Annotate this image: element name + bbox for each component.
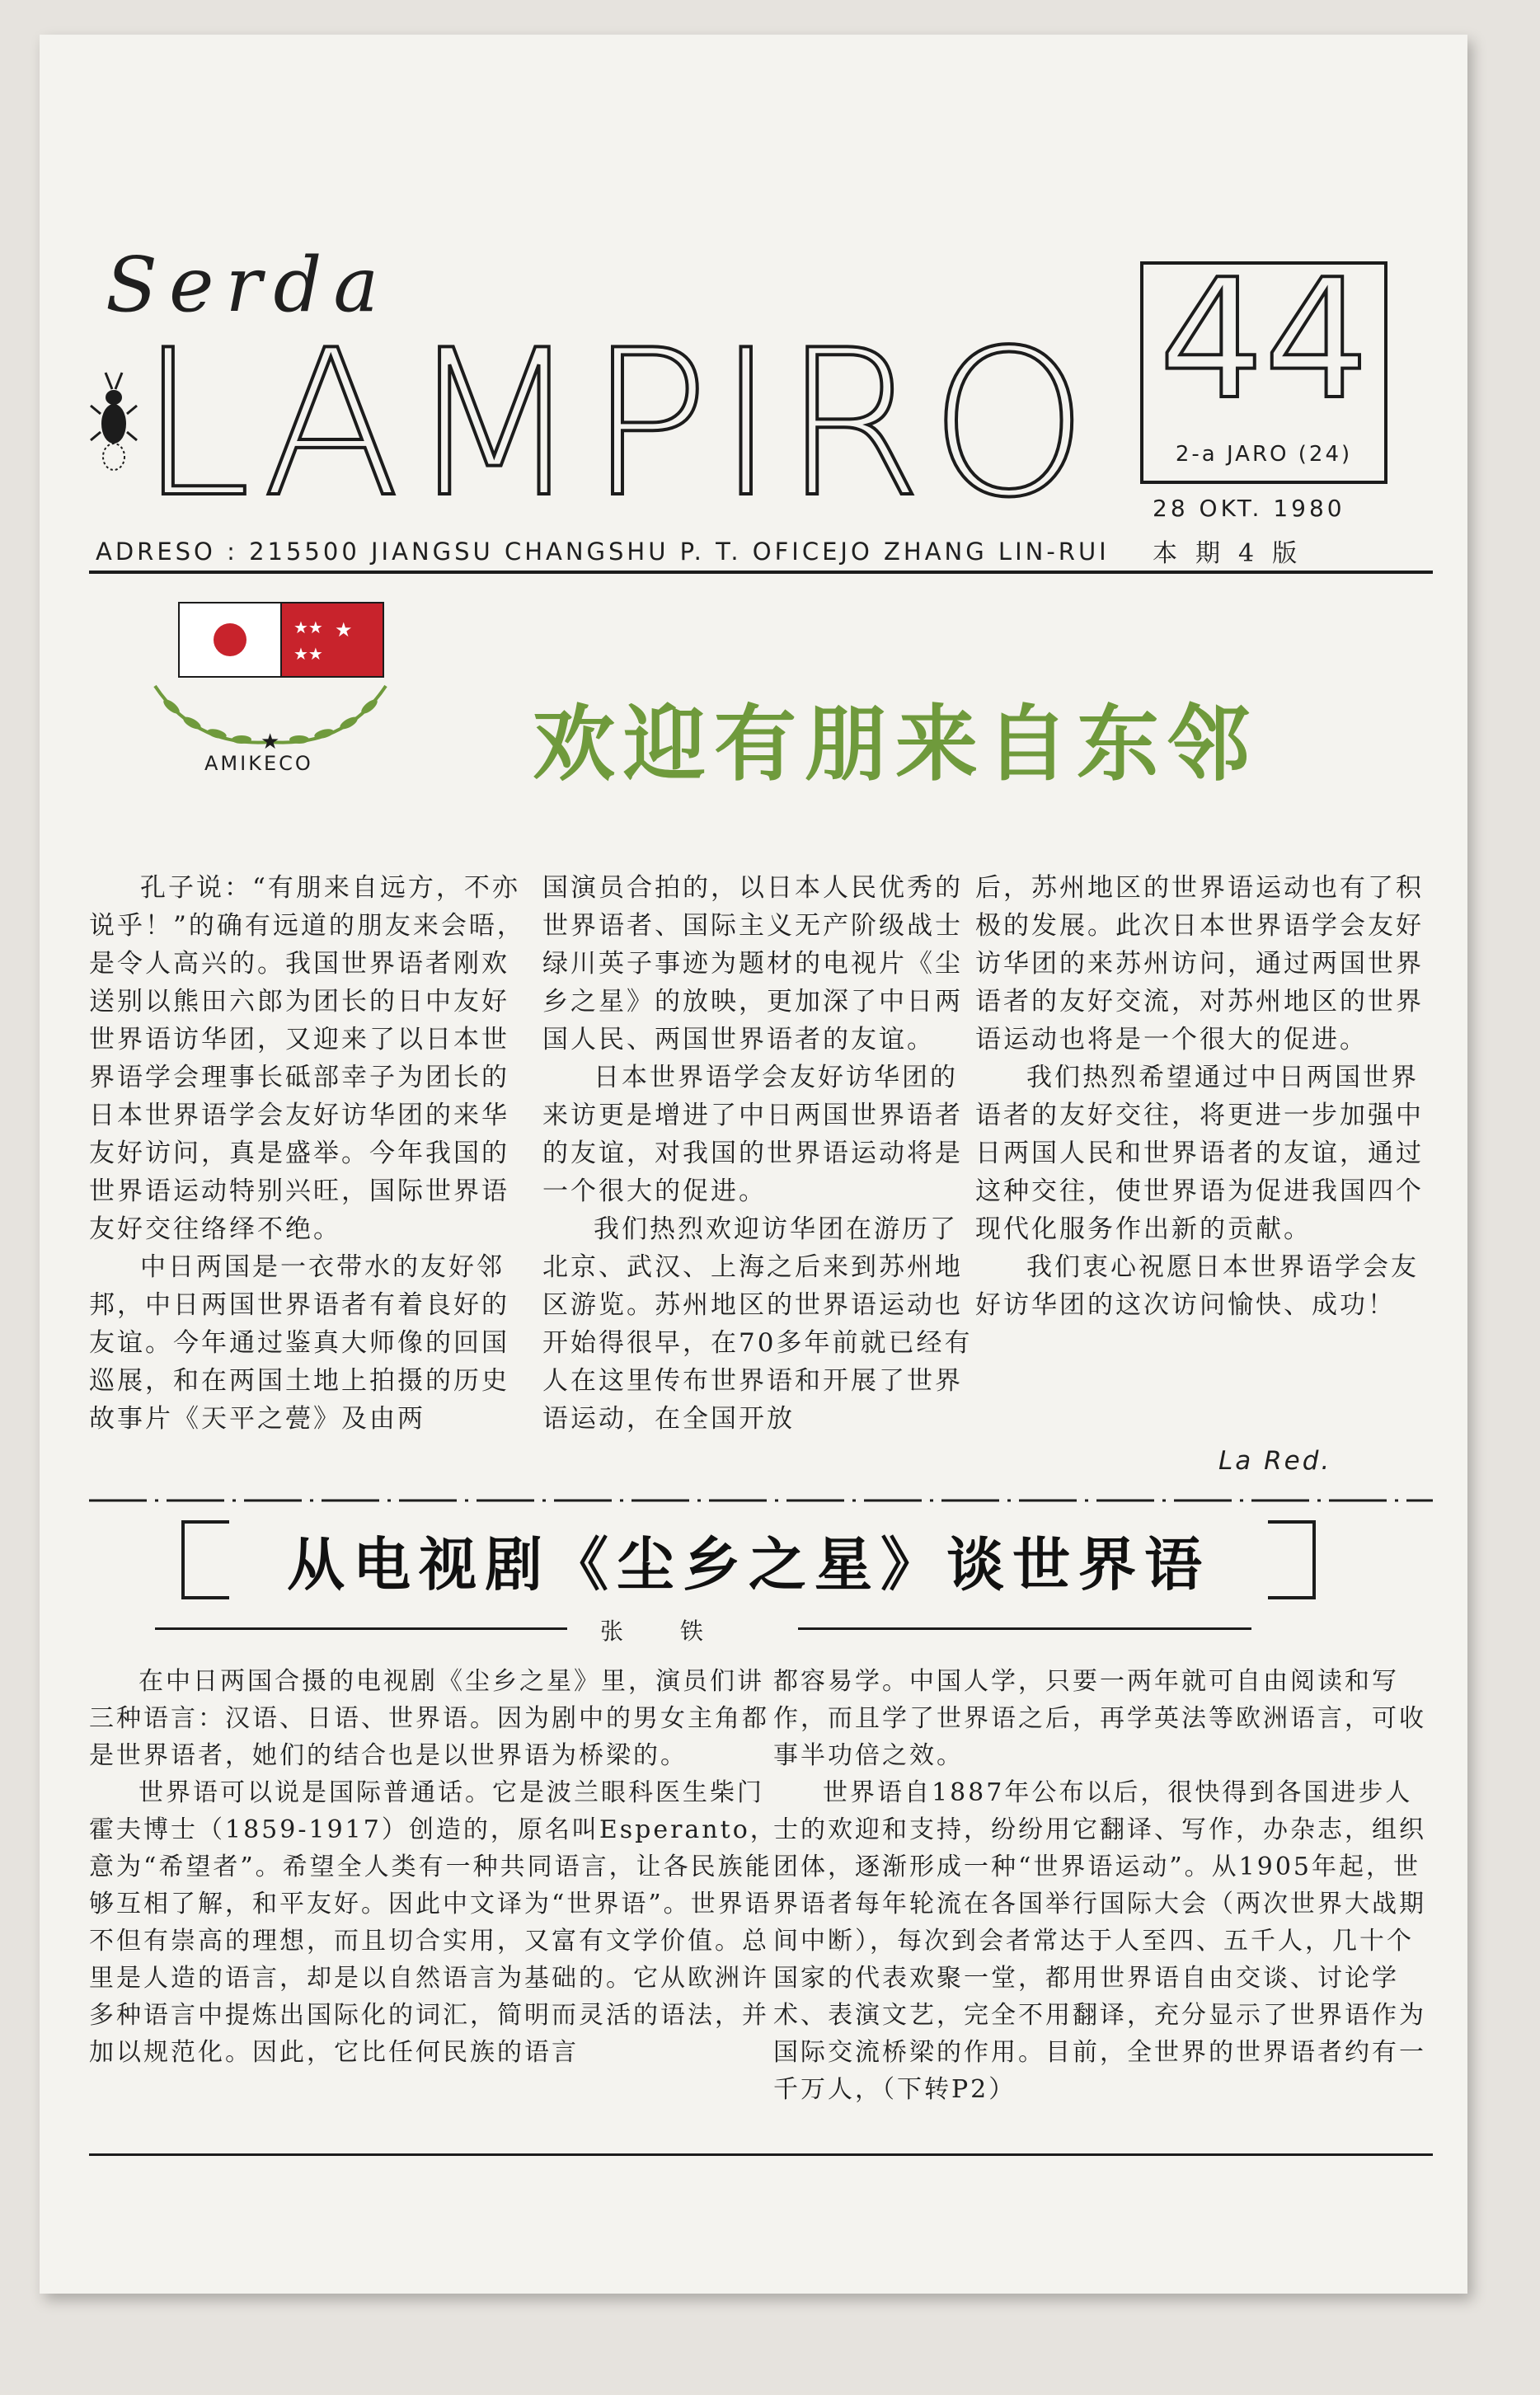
- issue-date: 28 OKT. 1980: [1153, 495, 1345, 522]
- feature-column-1: [89, 1663, 790, 2071]
- feature-headline: 从电视剧《尘乡之星》谈世界语: [287, 1530, 1210, 1599]
- paragraph: 中日两国是一衣带水的友好邻邦，中日两国世界语者有着良好的友谊。今年通过鉴真大师像的回国巡展，和在两国土地上拍摄的历史故事片《天平之甍》及由两: [89, 1252, 509, 1434]
- lead-column-2: [542, 869, 979, 1438]
- lead-headline: 欢迎有朋来自东邻: [533, 695, 1258, 792]
- newspaper-page: [40, 35, 1467, 2294]
- lead-column-1: [89, 869, 534, 1438]
- paragraph: 日本世界语学会友好访华团的来访更是增进了中日两国世界语者的友谊，对我国的世界语运动将是一个很大的促进。: [542, 1063, 963, 1206]
- masthead-serda: Serda: [106, 241, 391, 329]
- address-line: ADRESO : 215500 JIANGSU CHANGSHU P. T. OFICEJO ZHANG LIN-RUI: [96, 538, 1110, 566]
- paragraph: 我们热烈欢迎访华团在游历了北京、武汉、上海之后来到苏州地区游览。苏州地区的世界语运动也开始得很早，在70多年前就已经有人在这里传布世界语和开展了世界语运动，在全国开放: [542, 1214, 973, 1434]
- laurel-wreath-icon: [147, 669, 394, 752]
- svg-text:★★: ★★: [293, 644, 323, 664]
- feature-author: 张 铁: [600, 1618, 728, 1645]
- paragraph: 在中日两国合摄的电视剧《尘乡之星》里，演员们讲三种语言：汉语、日语、世界语。因为剧中的男女主角都是世界语者，她们的结合也是以世界语为桥梁的。: [89, 1667, 769, 1770]
- firefly-icon: [89, 364, 139, 480]
- issue-number: 44: [1158, 244, 1369, 436]
- japan-china-flags-icon: [178, 602, 384, 678]
- emblem-label: AMIKECO: [204, 752, 313, 775]
- svg-text:★: ★: [261, 730, 280, 752]
- paragraph: 后，苏州地区的世界语运动也有了积极的发展。此次日本世界语学会友好访华团的来苏州访问，通过两国世界语者的友好交流，对苏州地区的世界语运动也将是一个很大的促进。: [975, 873, 1424, 1054]
- issue-year: 2-a JARO (24): [1175, 442, 1353, 467]
- paragraph: 孔子说：“有朋来自远方，不亦说乎！”的确有远道的朋友来会晤，是令人高兴的。我国世界语者刚欢送别以熊田六郎为团长的日中友好世界语访华团，又迎来了以日本世界语学会理事长砥部幸子为团长的日本世界语学会友好访华团的来华友好访问，真是盛举。今年我国的世界语运动特别兴旺，国际世界语友好交往络绎不绝。: [89, 873, 525, 1244]
- paragraph: 世界语可以说是国际普通话。它是波兰眼科医生柴门霍夫博士（1859-1917）创造的，原名叫Esperanto，意为“希望者”。希望全人类有一种共同语言，让各民族能够互相了解，和平友好。因此中文译为“世界语”。世界语不但有崇高的理想，而且切合实用，又富有文学价值。总里是人造的语言，却是以自然语言为基础的。它从欧洲许多种语言中提炼出国际化的词汇，简明而灵活的语法，并加以规范化。因此，它比任何民族的语言: [89, 1778, 777, 2067]
- issue-box: [1140, 244, 1387, 484]
- svg-text:★★: ★★: [293, 618, 323, 637]
- paragraph: 国演员合拍的，以日本人民优秀的世界语者、国际主义无产阶级战士绿川英子事迹为题材的电视片《尘乡之星》的放映，更加深了中日两国人民、两国世界语者的友谊。: [542, 873, 963, 1054]
- paragraph: 世界语自1887年公布以后，很快得到各国进步人士的欢迎和支持，纷纷用它翻译、写作，办杂志，组织团体，逐渐形成一种“世界语运动”。从1905年起，世界语者每年轮流在各国举行国际大会（两次世界大战期间中断），每次到会者常达于人至四、五千人，几十个国家的代表欢聚一堂，都用世界语自由交谈、讨论学术、表演文艺，完全不用翻译，充分显示了世界语作为国际交流桥梁的作用。目前，全世界的世界语者约有一千万人，（下转P2）: [773, 1778, 1426, 2104]
- paragraph: 都容易学。中国人学，只要一两年就可自由阅读和写作，而且学了世界语之后，再学英法等欧洲语言，可收事半功倍之效。: [773, 1667, 1426, 1770]
- lead-column-3: [975, 869, 1425, 1324]
- section-divider: [89, 1492, 1433, 1509]
- bottom-rule: [89, 2153, 1433, 2156]
- svg-text:★: ★: [335, 618, 353, 641]
- paragraph: 我们衷心祝愿日本世界语学会友好访华团的这次访问愉快、成功！: [975, 1252, 1419, 1320]
- byline-rule-right: [798, 1627, 1251, 1630]
- page-count: 本期4版: [1153, 539, 1316, 568]
- lead-signature: La Red.: [1218, 1446, 1332, 1476]
- masthead-title: LAMPIRO: [139, 307, 1096, 542]
- paragraph: 我们热烈希望通过中日两国世界语者的友好交往，将更进一步加强中日两国人民和世界语者的友谊，通过这种交往，使世界语为促进我国四个现代化服务作出新的贡献。: [975, 1063, 1424, 1244]
- masthead-rule: [89, 571, 1433, 574]
- feature-column-2: [773, 1663, 1433, 2108]
- byline-rule-left: [155, 1627, 567, 1630]
